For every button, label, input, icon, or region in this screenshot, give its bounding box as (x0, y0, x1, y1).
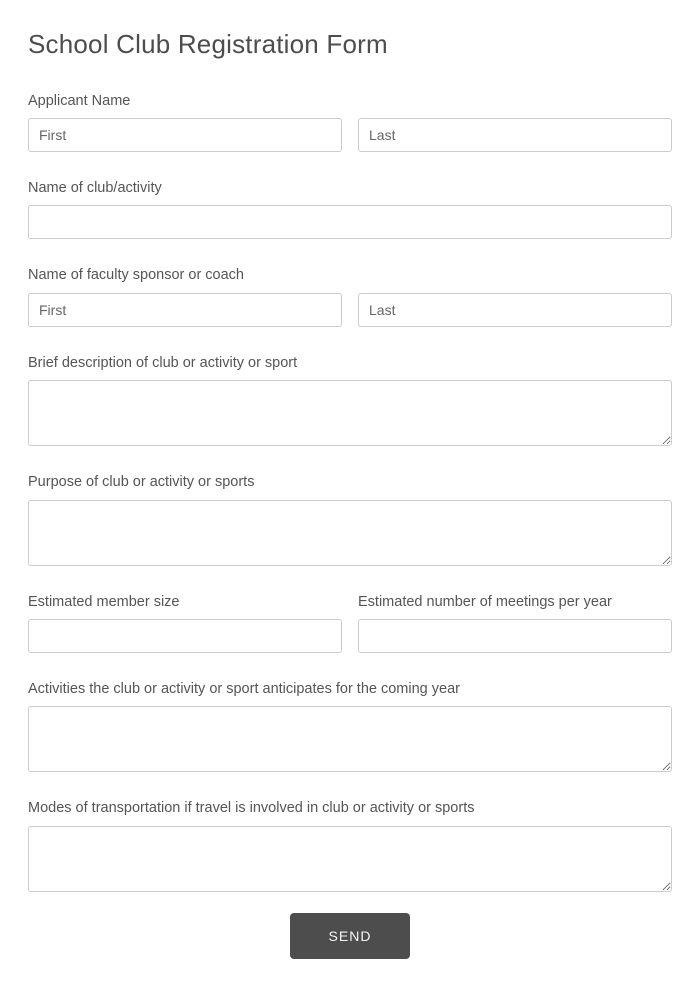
applicant-last-name-input[interactable] (358, 118, 672, 152)
field-estimates-row (28, 594, 672, 653)
sponsor-name-label: Name of faculty sponsor or coach (28, 267, 244, 284)
applicant-name-label: Applicant Name (28, 92, 131, 109)
purpose-label: Purpose of club or activity or sports (28, 474, 255, 491)
transportation-label: Modes of transportation if travel is involved in club or activity or sports (28, 800, 475, 817)
member-size-input[interactable] (28, 619, 342, 653)
brief-description-label: Brief description of club or activity or sport (28, 354, 298, 371)
club-name-input[interactable] (28, 205, 672, 239)
field-club-name (28, 180, 672, 239)
meetings-per-year-label: Estimated number of meetings per year (358, 593, 612, 610)
send-button[interactable]: SEND (290, 913, 410, 959)
sponsor-first-name-input[interactable] (28, 293, 342, 327)
sponsor-last-name-input[interactable] (358, 293, 672, 327)
transportation-textarea[interactable] (28, 826, 672, 892)
field-transportation (28, 800, 672, 891)
club-name-label: Name of club/activity (28, 179, 162, 196)
field-activities (28, 681, 672, 772)
meetings-per-year-input[interactable] (358, 619, 672, 653)
field-purpose (28, 474, 672, 565)
brief-description-textarea[interactable] (28, 380, 672, 446)
button-row (28, 913, 672, 959)
field-applicant-name (28, 93, 672, 152)
applicant-first-name-input[interactable] (28, 118, 342, 152)
page-title: School Club Registration Form (28, 29, 388, 59)
activities-textarea[interactable] (28, 706, 672, 772)
field-sponsor-name (28, 267, 672, 326)
activities-label: Activities the club or activity or sport anticipates for the coming year (28, 680, 460, 697)
purpose-textarea[interactable] (28, 500, 672, 566)
field-brief-description (28, 355, 672, 446)
member-size-label: Estimated member size (28, 593, 180, 610)
